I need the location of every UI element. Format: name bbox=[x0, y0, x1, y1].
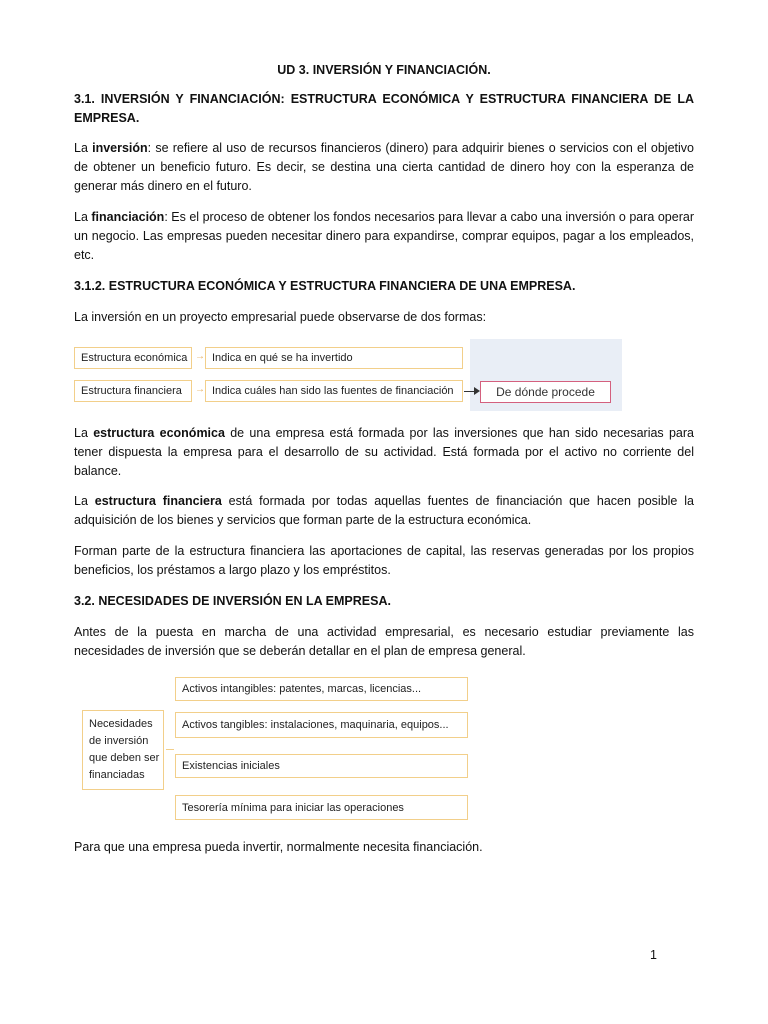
structure-diagram bbox=[72, 339, 622, 411]
callout-de-donde-procede: De dónde procede bbox=[480, 381, 611, 403]
heading-3-2: 3.2. NECESIDADES DE INVERSIÓN EN LA EMPRESA. bbox=[74, 594, 391, 608]
box-estructura-financiera: Estructura financiera bbox=[74, 380, 192, 402]
box-economica-desc: Indica en qué se ha invertido bbox=[205, 347, 463, 369]
arrow-icon: → bbox=[195, 384, 205, 395]
page-number: 1 bbox=[650, 948, 657, 962]
term-estructura-economica: estructura económica bbox=[93, 426, 225, 440]
root-line: Necesidades bbox=[89, 718, 153, 730]
arrow-icon: → bbox=[195, 351, 205, 362]
paragraph-componentes: Forman parte de la estructura financiera las aportaciones de capital, las reservas generadas por los propios beneficios, los préstamos a largo plazo y los empréstitos. bbox=[74, 544, 694, 577]
investment-needs-diagram bbox=[82, 674, 477, 824]
document-title: UD 3. INVERSIÓN Y FINANCIACIÓN. bbox=[277, 63, 491, 77]
root-line: financiadas bbox=[89, 769, 145, 781]
term-financiacion: financiación bbox=[91, 210, 165, 224]
p2-pre: La bbox=[74, 210, 92, 224]
item-activos-intangibles: Activos intangibles: patentes, marcas, licencias... bbox=[175, 677, 468, 701]
p1-pre: La bbox=[74, 141, 93, 155]
box-financiera-desc: Indica cuáles han sido las fuentes de financiación bbox=[205, 380, 463, 402]
p3-pre: La bbox=[74, 426, 94, 440]
paragraph-antes-puesta: Antes de la puesta en marcha de una actividad empresarial, es necesario estudiar previamente las necesidades de inversión que se deberán detallar en el plan de empresa general. bbox=[74, 625, 694, 658]
p4-pre: La bbox=[74, 494, 95, 508]
connector-line bbox=[166, 749, 174, 750]
term-estructura-financiera: estructura financiera bbox=[94, 494, 222, 508]
item-activos-tangibles: Activos tangibles: instalaciones, maquinaria, equipos... bbox=[175, 712, 468, 738]
p2-post: : Es el proceso de obtener los fondos necesarios para llevar a cabo una inversión o para operar un negocio. Las empresas pueden necesitar dinero para expandirse, comprar equipos, pagar a los empleados, etc. bbox=[74, 210, 694, 262]
p3-post: de una empresa está formada por las inversiones que han sido necesarias para tener dispuesta la empresa para el desarrollo de su actividad. Está formada por el activo no corriente del balance. bbox=[74, 426, 694, 478]
root-line: de inversión bbox=[89, 735, 149, 747]
p1-post: : se refiere al uso de recursos financieros (dinero) para adquirir bienes o servicios con el objetivo de obtener un beneficio futuro. Es decir, se destina una cierta cantidad de dinero hoy con la esperanza de generar más dinero en el futuro. bbox=[74, 141, 694, 193]
paragraph-intro-formas: La inversión en un proyecto empresarial puede observarse de dos formas: bbox=[74, 310, 487, 324]
heading-3-1: 3.1. INVERSIÓN Y FINANCIACIÓN: ESTRUCTURA ECONÓMICA Y ESTRUCTURA FINANCIERA DE LA EMPRESA. bbox=[74, 92, 694, 125]
paragraph-estructura-economica bbox=[74, 424, 694, 480]
paragraph-financiacion bbox=[74, 208, 694, 264]
box-estructura-economica: Estructura económica bbox=[74, 347, 192, 369]
heading-3-1-2: 3.1.2. ESTRUCTURA ECONÓMICA Y ESTRUCTURA FINANCIERA DE UNA EMPRESA. bbox=[74, 279, 576, 293]
term-inversion: inversión bbox=[92, 141, 148, 155]
p4-post: está formada por todas aquellas fuentes de financiación que hacen posible la adquisición de los bienes y servicios que forman parte de la estructura económica. bbox=[74, 494, 694, 527]
paragraph-inversion bbox=[74, 139, 694, 195]
paragraph-closing: Para que una empresa pueda invertir, normalmente necesita financiación. bbox=[74, 840, 483, 854]
box-necesidades-root bbox=[82, 710, 164, 790]
paragraph-estructura-financiera bbox=[74, 492, 694, 530]
root-line: que deben ser bbox=[89, 752, 160, 764]
item-existencias: Existencias iniciales bbox=[175, 754, 468, 778]
item-tesoreria: Tesorería mínima para iniciar las operaciones bbox=[175, 795, 468, 820]
